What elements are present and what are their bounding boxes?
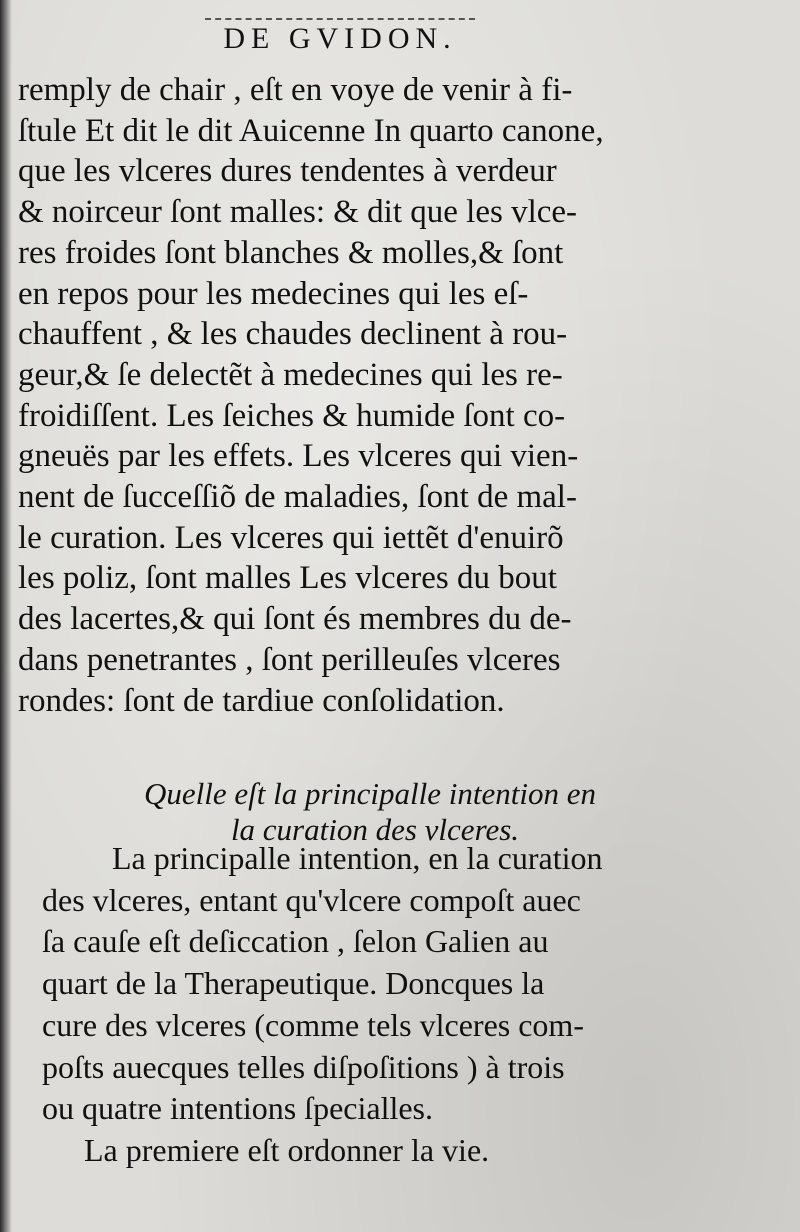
text-line: chauffent , & les chaudes declinent à rou- <box>18 316 568 353</box>
text-line: res froides ſont blanches & molles,& ſont <box>18 234 564 271</box>
text-line: des lacertes,& qui ſont és membres du de- <box>18 601 572 638</box>
text-line: des vlceres, entant qu'vlcere compoſt auec <box>42 881 581 918</box>
text-line: gneuës par les effets. Les vlceres qui vien- <box>18 438 579 475</box>
text-line: ſtule Et dit le dit Auicenne In quarto canone, <box>18 112 604 149</box>
top-rule <box>205 18 475 20</box>
section-heading-line-1: Quelle eſt la principalle intention en <box>144 776 596 811</box>
text-line: le curation. Les vlceres qui iettẽt d'enuirõ <box>18 519 564 556</box>
section-heading-line-2: la curation des vlceres. <box>230 812 520 847</box>
text-line: en repos pour les medecines qui les eſ- <box>18 275 529 312</box>
text-line: froidiſſent. Les ſeiches & humide ſont co- <box>18 397 566 434</box>
second-paragraph <box>42 838 742 1172</box>
text-line: dans penetrantes , ſont perilleuſes vlceres <box>18 641 561 678</box>
main-paragraph <box>18 70 708 721</box>
text-line: La principalle intention, en la curation <box>112 840 603 876</box>
page-binding-shadow <box>0 0 12 1232</box>
text-line: & noirceur ſont malles: & dit que les vlce- <box>18 194 578 231</box>
text-line: remply de chair , eſt en voye de venir à fi- <box>18 72 573 108</box>
text-line: poſts auecques telles diſpoſitions ) à trois <box>42 1048 565 1085</box>
text-line: geur,& ſe delectẽt à medecines qui les re- <box>18 356 563 393</box>
text-line: quart de la Therapeutique. Doncques la <box>42 965 545 1002</box>
text-line: ſa cauſe eſt deſiccation , ſelon Galien au <box>42 923 549 960</box>
text-line: cure des vlceres (comme tels vlceres com- <box>42 1006 584 1043</box>
text-line: ou quatre intentions ſpecialles. <box>42 1090 433 1127</box>
text-line: rondes: ſont de tardiue conſolidation. <box>18 682 505 719</box>
text-line: La premiere eſt ordonner la vie. <box>84 1131 490 1168</box>
running-head: DE GVIDON. <box>223 22 457 55</box>
text-line: que les vlceres dures tendentes à verdeur <box>18 153 557 190</box>
text-line: nent de ſucceſſiõ de maladies, ſont de mal- <box>18 479 577 516</box>
text-line: les poliz, ſont malles Les vlceres du bout <box>18 560 557 597</box>
